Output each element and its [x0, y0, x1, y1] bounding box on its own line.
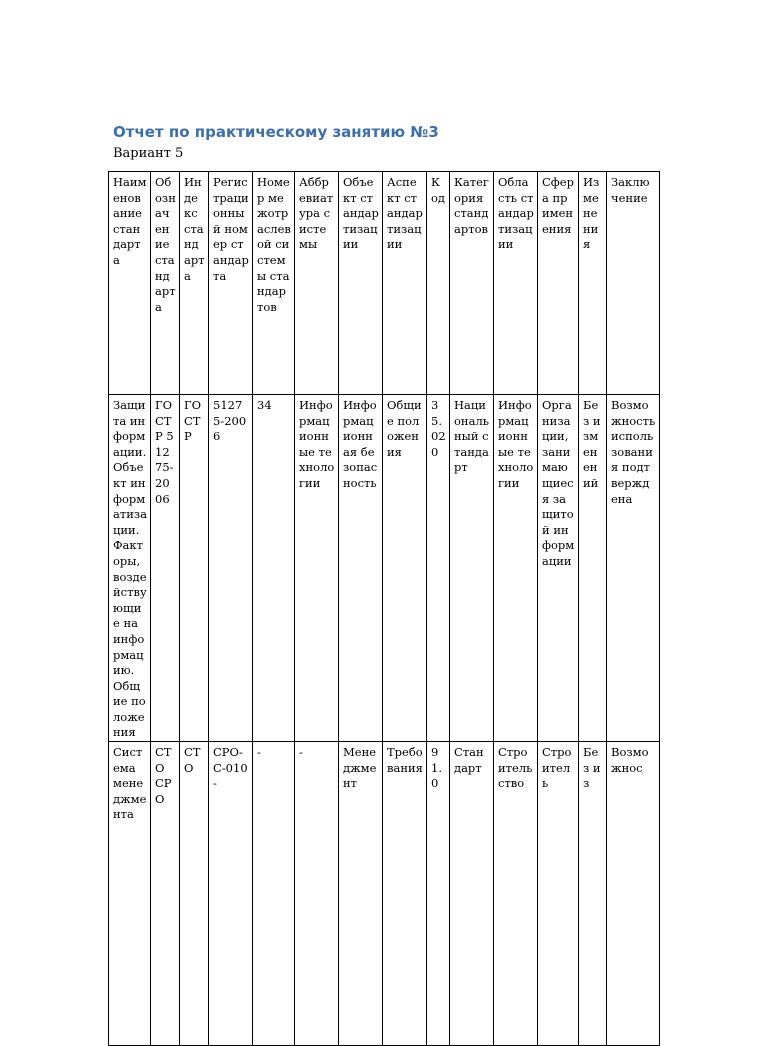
table-cell: Общие положения	[383, 395, 427, 742]
header-cell: Регистрационный номер стандарта	[209, 172, 253, 395]
table-header-row	[109, 172, 660, 395]
table-cell: Строительство	[494, 742, 538, 1046]
table-cell: Возможность использования подтверждена	[607, 395, 660, 742]
table-cell: Национальный стандарт	[450, 395, 494, 742]
table-cell: Организации, занимающиеся защитой информации	[538, 395, 579, 742]
table-cell: Без из	[579, 742, 607, 1046]
table-cell: Возможнос	[607, 742, 660, 1046]
table-cell: СРО-С-010-	[209, 742, 253, 1046]
table-cell: Без изменений	[579, 395, 607, 742]
standards-table	[108, 171, 660, 1046]
table-cell: Стандарт	[450, 742, 494, 1046]
header-cell: Объект стандартизации	[339, 172, 383, 395]
header-cell: Категория стандартов	[450, 172, 494, 395]
header-cell: Область стандартизации	[494, 172, 538, 395]
table-cell: 91.0	[427, 742, 450, 1046]
header-cell: Аспект стандартизации	[383, 172, 427, 395]
table-cell: Информационная безопасность	[339, 395, 383, 742]
table-cell: Информационные технологии	[494, 395, 538, 742]
report-title: Отчет по практическому занятию №3	[113, 123, 439, 141]
header-cell: Аббревиатура системы	[295, 172, 339, 395]
table-cell: -	[295, 742, 339, 1046]
header-cell: Номер межотраслевой системы стандартов	[253, 172, 295, 395]
table-cell: Строитель	[538, 742, 579, 1046]
table-row	[109, 395, 660, 742]
table-cell: ГОСТ Р 51275-2006	[151, 395, 180, 742]
table-cell: Требования	[383, 742, 427, 1046]
report-variant: Вариант 5	[113, 146, 184, 161]
header-cell: Индекс стандарта	[180, 172, 209, 395]
header-cell: Изменения	[579, 172, 607, 395]
header-cell: Код	[427, 172, 450, 395]
table-cell: Защита информации. Объект информатизации. Факторы, воздействующие на информацию. Общие положения	[109, 395, 151, 742]
table-cell: 34	[253, 395, 295, 742]
table-cell: Информационные технологии	[295, 395, 339, 742]
table-cell: 35.020	[427, 395, 450, 742]
table-cell: 51275-2006	[209, 395, 253, 742]
table-cell: Менеджмент	[339, 742, 383, 1046]
header-cell: Сфера применения	[538, 172, 579, 395]
header-cell: Наименование стандарта	[109, 172, 151, 395]
table-cell: ГОСТ Р	[180, 395, 209, 742]
table-cell: -	[253, 742, 295, 1046]
header-cell: Заключение	[607, 172, 660, 395]
table-row	[109, 742, 660, 1046]
table-cell: СТО	[180, 742, 209, 1046]
table-cell: Система менеджмента	[109, 742, 151, 1046]
table-cell: СТО СРО	[151, 742, 180, 1046]
header-cell: Обозначение стандарта	[151, 172, 180, 395]
